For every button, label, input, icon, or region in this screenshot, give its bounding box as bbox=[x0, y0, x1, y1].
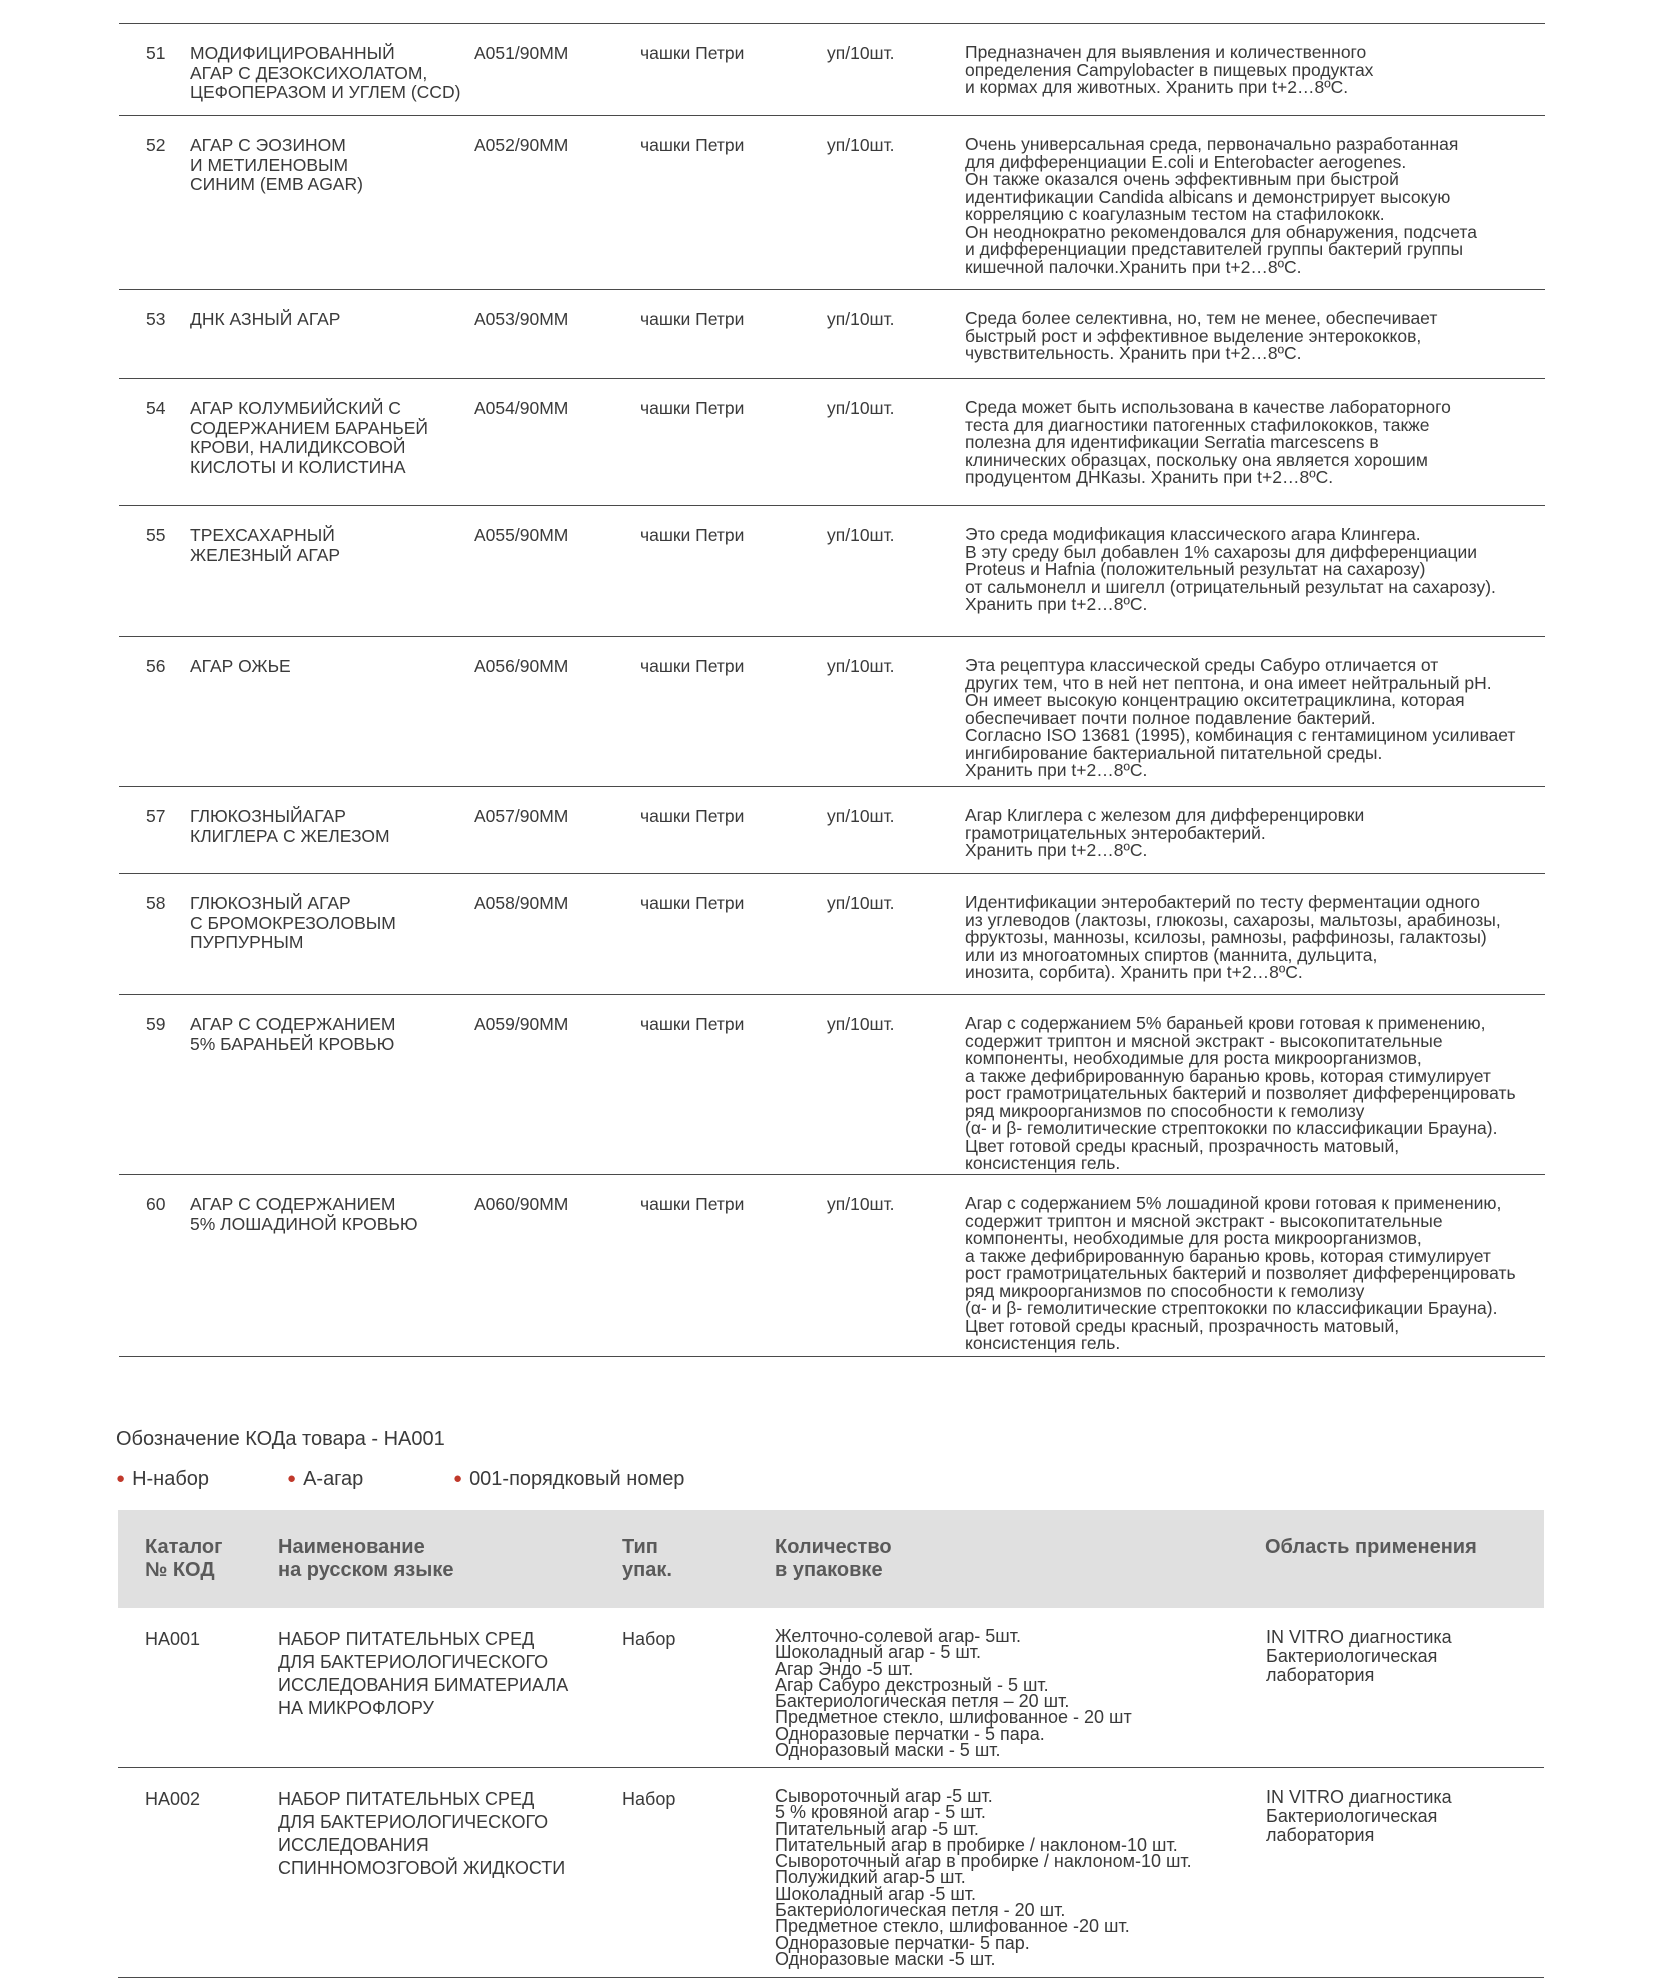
package-quantity: уп/10шт. bbox=[827, 135, 895, 155]
legend-item bbox=[116, 1468, 209, 1491]
package-quantity: уп/10шт. bbox=[827, 806, 895, 826]
product-name: ТРЕХСАХАРНЫЙ ЖЕЛЕЗНЫЙ АГАР bbox=[190, 525, 341, 565]
kit-pack: Набор bbox=[622, 1629, 676, 1649]
product-code: A054/90MM bbox=[474, 398, 569, 418]
table-row bbox=[119, 995, 1545, 1175]
package-type: чашки Петри bbox=[640, 893, 745, 913]
package-type: чашки Петри bbox=[640, 135, 745, 155]
kit-code: НА002 bbox=[145, 1789, 201, 1809]
kit-contents: Желточно-солевой агар- 5шт. Шоколадный агар - 5 шт. Агар Эндо -5 шт. Агар Сабуро декстрозный - 5 шт. Бактериологическая петля – 20 шт. Предметное стекло, шлифованное - 20 шт Одноразовые перчатки - 5 пара. Одноразовый маски - 5 шт. bbox=[775, 1626, 1132, 1761]
product-description: Эта рецептура классической среды Сабуро отличается от других тем, что в ней нет пептона, и она имеет нейтральный рН. Он имеет высокую концентрацию окситетрациклина, которая обеспечивает почти полное подавление бактерий. Согласно ISO 13681 (1995), комбинация с гентамицином усиливает ингибирование бактериальной питательной среды. Хранить при t+2…8ºС. bbox=[965, 655, 1516, 780]
row-number: 52 bbox=[146, 135, 166, 155]
product-name: АГАР КОЛУМБИЙСКИЙ С СОДЕРЖАНИЕМ БАРАНЬЕЙ КРОВИ, НАЛИДИКСОВОЙ КИСЛОТЫ И КОЛИСТИНА bbox=[190, 398, 428, 477]
product-description: Это среда модификация классического агара Клингера. В эту среду был добавлен 1% сахарозы для дифференциации Proteus и Hafnia (положительный результат на сахарозу) от сальмонелл и шигелл (отрицательный результат на сахарозу). Хранить при t+2…8ºС. bbox=[965, 524, 1496, 614]
table-row bbox=[119, 116, 1545, 290]
package-quantity: уп/10шт. bbox=[827, 398, 895, 418]
legend-item-label: 001-порядковый номер bbox=[469, 1468, 685, 1490]
package-quantity: уп/10шт. bbox=[827, 525, 895, 545]
header-name: Наименование на русском языке bbox=[278, 1536, 454, 1581]
package-type: чашки Петри bbox=[640, 309, 745, 329]
package-type: чашки Петри bbox=[640, 806, 745, 826]
header-pack: Тип упак. bbox=[622, 1536, 672, 1581]
table-row bbox=[119, 506, 1545, 637]
table-row bbox=[119, 874, 1545, 995]
product-name: АГАР ОЖЬЕ bbox=[190, 656, 291, 676]
table-row bbox=[119, 1175, 1545, 1357]
kit-code: НА001 bbox=[145, 1629, 201, 1649]
table-row bbox=[119, 379, 1545, 506]
product-code: A051/90MM bbox=[474, 43, 569, 63]
legend-item-label: Н-набор bbox=[132, 1468, 210, 1490]
package-type: чашки Петри bbox=[640, 398, 745, 418]
header-qty: Количество в упаковке bbox=[775, 1536, 892, 1581]
product-name: МОДИФИЦИРОВАННЫЙ АГАР С ДЕЗОКСИХОЛАТОМ, ЦЕФОПЕРАЗОМ И УГЛЕМ (CCD) bbox=[190, 43, 461, 102]
product-description: Предназначен для выявления и количественного определения Campylobacter в пищевых продуктах и кормах для животных. Хранить при t+2…8ºС. bbox=[965, 42, 1374, 97]
row-number: 59 bbox=[146, 1014, 166, 1034]
table-row bbox=[119, 24, 1545, 116]
kits-table bbox=[118, 1608, 1544, 1978]
row-number: 54 bbox=[146, 398, 166, 418]
package-type: чашки Петри bbox=[640, 525, 745, 545]
product-code: A060/90MM bbox=[474, 1194, 569, 1214]
row-number: 60 bbox=[146, 1194, 166, 1214]
product-description: Среда может быть использована в качестве лабораторного теста для диагностики патогенных стафилококков, также полезна для идентификации Serratia marcescens в клинических образцах, поскольку она является хорошим продуцентом ДНКазы. Хранить при t+2…8ºС. bbox=[965, 397, 1451, 487]
product-code: A056/90MM bbox=[474, 656, 569, 676]
table-row bbox=[118, 1608, 1544, 1768]
row-number: 53 bbox=[146, 309, 166, 329]
product-code: A053/90MM bbox=[474, 309, 569, 329]
package-quantity: уп/10шт. bbox=[827, 893, 895, 913]
kit-application: IN VITRO диагностика Бактериологическая лаборатория bbox=[1266, 1787, 1452, 1845]
kits-table-header bbox=[118, 1510, 1544, 1608]
kit-contents: Сывороточный агар -5 шт. 5 % кровяной агар - 5 шт. Питательный агар -5 шт. Питательный агар в пробирке / наклоном-10 шт. Сывороточный агар в пробирке / наклоном-10 шт. Полужидкий агар-5 шт. Шоколадный агар -5 шт. Бактериологическая петля - 20 шт. Предметное стекло, шлифованное -20 шт. Одноразовые перчатки- 5 пар. Одноразовые маски -5 шт. bbox=[775, 1786, 1192, 1969]
code-legend-title: Обозначение КОДа товара - НА001 bbox=[116, 1428, 445, 1450]
product-name: ГЛЮКОЗНЫЙАГАР КЛИГЛЕРА С ЖЕЛЕЗОМ bbox=[190, 806, 390, 846]
kit-name: НАБОР ПИТАТЕЛЬНЫХ СРЕД ДЛЯ БАКТЕРИОЛОГИЧЕСКОГО ИССЛЕДОВАНИЯ БИМАТЕРИАЛА НА МИКРОФЛОРУ bbox=[278, 1629, 569, 1718]
package-type: чашки Петри bbox=[640, 43, 745, 63]
package-quantity: уп/10шт. bbox=[827, 1194, 895, 1214]
kit-pack: Набор bbox=[622, 1789, 676, 1809]
package-quantity: уп/10шт. bbox=[827, 1014, 895, 1034]
row-number: 55 bbox=[146, 525, 166, 545]
legend-item bbox=[287, 1468, 363, 1491]
product-name: ГЛЮКОЗНЫЙ АГАР С БРОМОКРЕЗОЛОВЫМ ПУРПУРНЫМ bbox=[190, 893, 396, 952]
bullet-icon: ● bbox=[453, 1470, 463, 1487]
product-code: A058/90MM bbox=[474, 893, 569, 913]
product-description: Агар с содержанием 5% лошадиной крови готовая к применению, содержит триптон и мясной экстракт - высокопитательные компоненты, необходимые для роста микроорганизмов, а также дефибрированную баранью кровь, которая стимулирует рост грамотрицательных бактерий и позволяет дифференцировать ряд микроорганизмов по способности к гемолизу (α- и β- гемолитические стрептококки по классификации Брауна). Цвет готовой среды красный, прозрачность матовый, консистенция гель. bbox=[965, 1193, 1516, 1353]
header-area: Область применения bbox=[1265, 1536, 1477, 1558]
kit-name: НАБОР ПИТАТЕЛЬНЫХ СРЕД ДЛЯ БАКТЕРИОЛОГИЧЕСКОГО ИССЛЕДОВАНИЯ СПИННОМОЗГОВОЙ ЖИДКОСТИ bbox=[278, 1789, 566, 1878]
package-type: чашки Петри bbox=[640, 656, 745, 676]
package-quantity: уп/10шт. bbox=[827, 43, 895, 63]
media-table bbox=[119, 23, 1545, 1357]
row-number: 57 bbox=[146, 806, 166, 826]
product-code: A052/90MM bbox=[474, 135, 569, 155]
package-quantity: уп/10шт. bbox=[827, 309, 895, 329]
row-number: 56 bbox=[146, 656, 166, 676]
table-row bbox=[118, 1768, 1544, 1978]
package-type: чашки Петри bbox=[640, 1014, 745, 1034]
row-number: 51 bbox=[146, 43, 166, 63]
header-code: Каталог № КОД bbox=[145, 1536, 223, 1581]
table-row bbox=[119, 787, 1545, 874]
table-row bbox=[119, 637, 1545, 787]
package-type: чашки Петри bbox=[640, 1194, 745, 1214]
kit-application: IN VITRO диагностика Бактериологическая лаборатория bbox=[1266, 1627, 1452, 1685]
bullet-icon: ● bbox=[287, 1470, 297, 1487]
bullet-icon: ● bbox=[116, 1470, 126, 1487]
product-code: A059/90MM bbox=[474, 1014, 569, 1034]
product-name: АГАР С СОДЕРЖАНИЕМ 5% ЛОШАДИНОЙ КРОВЬЮ bbox=[190, 1194, 418, 1234]
product-description: Идентификации энтеробактерий по тесту ферментации одного из углеводов (лактозы, глюкозы, сахарозы, мальтозы, арабинозы, фруктозы, маннозы, ксилозы, рамнозы, раффинозы, галактозы) или из многоатомных спиртов (маннита, дульцита, инозита, сорбита). Хранить при t+2…8ºС. bbox=[965, 892, 1501, 982]
product-description: Среда более селективна, но, тем не менее, обеспечивает быстрый рост и эффективное выделение энтерококков, чувствительность. Хранить при t+2…8ºС. bbox=[965, 308, 1438, 363]
table-row bbox=[119, 290, 1545, 379]
row-number: 58 bbox=[146, 893, 166, 913]
product-description: Агар Клиглера с железом для дифференцировки грамотрицательных энтеробактерий. Хранить при t+2…8ºС. bbox=[965, 805, 1365, 860]
package-quantity: уп/10шт. bbox=[827, 656, 895, 676]
product-name: АГАР С СОДЕРЖАНИЕМ 5% БАРАНЬЕЙ КРОВЬЮ bbox=[190, 1014, 396, 1054]
legend-item-label: А-агар bbox=[303, 1468, 364, 1490]
product-description: Агар с содержанием 5% бараньей крови готовая к применению, содержит триптон и мясной экстракт - высокопитательные компоненты, необходимые для роста микроорганизмов, а также дефибрированную баранью кровь, которая стимулирует рост грамотрицательных бактерий и позволяет дифференцировать ряд микроорганизмов по способности к гемолизу (α- и β- гемолитические стрептококки по классификации Брауна). Цвет готовой среды красный, прозрачность матовый, консистенция гель. bbox=[965, 1013, 1516, 1173]
product-code: A055/90MM bbox=[474, 525, 569, 545]
product-name: ДНК АЗНЫЙ АГАР bbox=[190, 309, 341, 329]
product-name: АГАР С ЭОЗИНОМ И МЕТИЛЕНОВЫМ СИНИМ (EMB AGAR) bbox=[190, 135, 363, 194]
product-code: A057/90MM bbox=[474, 806, 569, 826]
legend-item bbox=[453, 1468, 684, 1491]
product-description: Очень универсальная среда, первоначально разработанная для дифференциации E.coli и Enterobacter aerogenes. Он также оказался очень эффективным при быстрой идентификации Candida albicans и демонстрирует высокую корреляцию с коагулазным тестом на стафилококк. Он неоднократно рекомендовался для обнаружения, подсчета и дифференциации представителей группы бактерий группы кишечной палочки.Хранить при t+2…8ºС. bbox=[965, 134, 1477, 277]
